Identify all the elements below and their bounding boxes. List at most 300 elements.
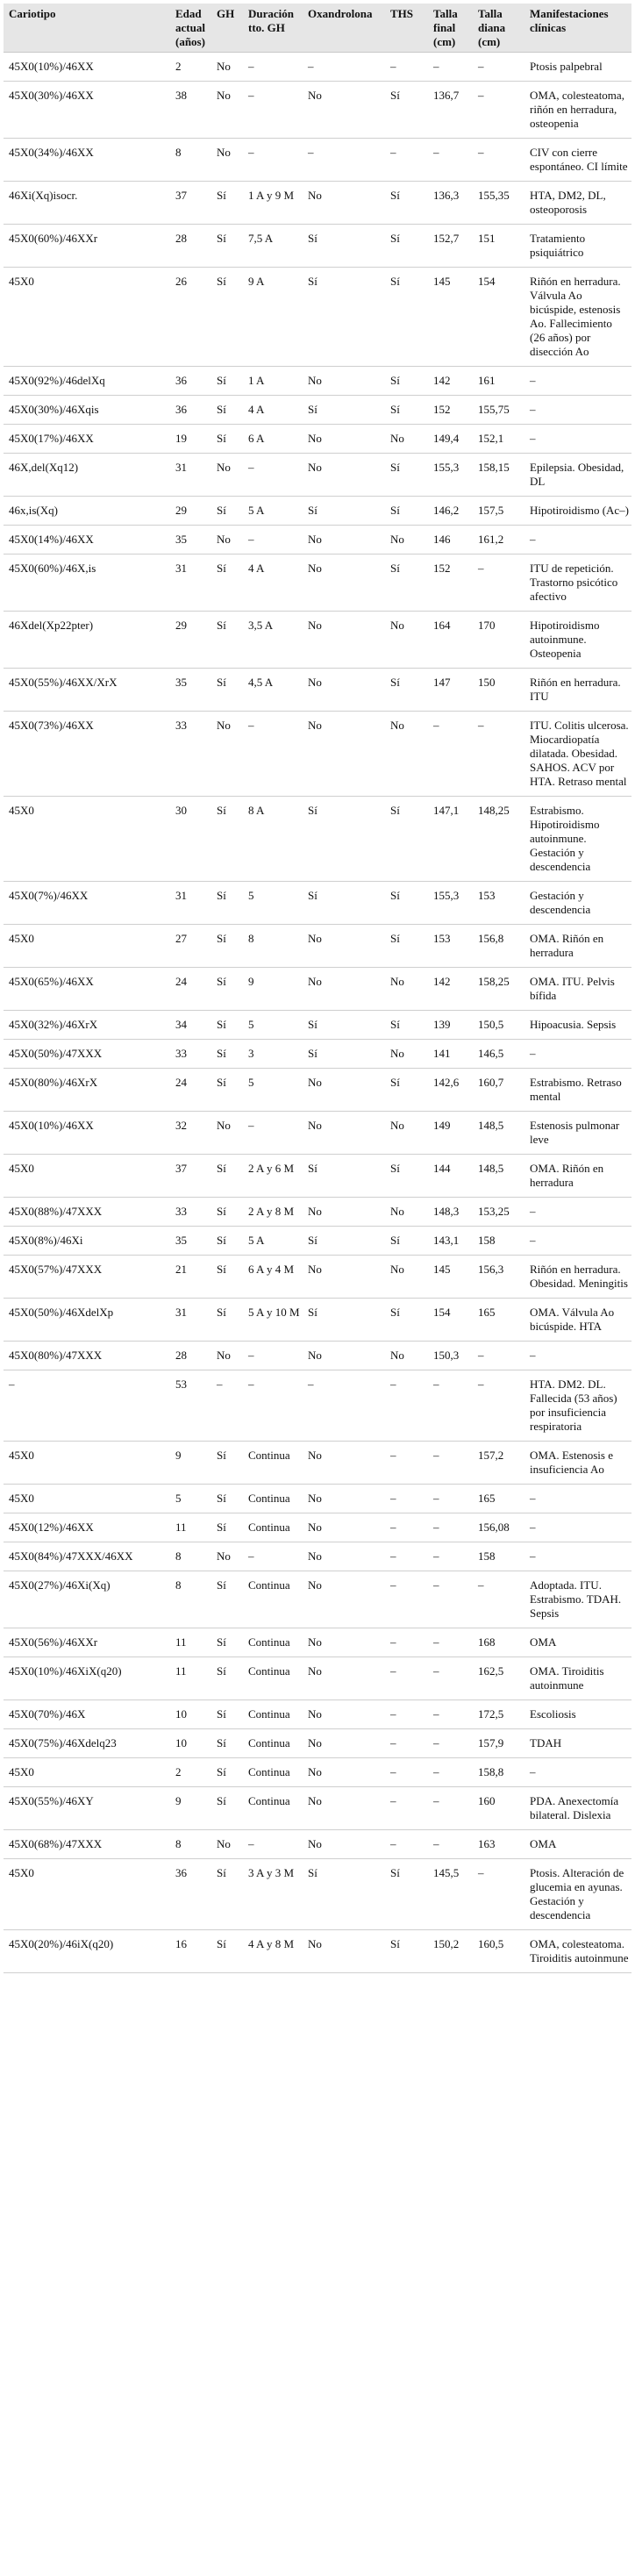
cell-oxandrolona: No: [305, 1628, 388, 1657]
cell-oxandrolona: Sí: [305, 1227, 388, 1256]
cell-talla-diana: 156,08: [475, 1513, 527, 1542]
cell-oxandrolona: Sí: [305, 1155, 388, 1198]
cell-manifestaciones-clinicas: Estrabismo. Retraso mental: [527, 1069, 631, 1112]
cell-cariotipo: 45X0: [4, 268, 173, 367]
cell-cariotipo: 45X0: [4, 925, 173, 968]
table-row: [4, 53, 631, 82]
cell-cariotipo: 45X0(75%)/46Xdelq23: [4, 1729, 173, 1758]
cell-cariotipo: 46Xdel(Xp22pter): [4, 612, 173, 669]
table-body: [4, 53, 631, 1973]
cell-oxandrolona: Sí: [305, 1859, 388, 1930]
cell-edad-actual: 34: [173, 1011, 214, 1040]
cell-gh: No: [214, 53, 246, 82]
cell-gh: Sí: [214, 1040, 246, 1069]
cell-edad-actual: 33: [173, 1040, 214, 1069]
cell-oxandrolona: No: [305, 82, 388, 139]
header-edad-actual: Edad actual (años): [173, 4, 214, 53]
cell-cariotipo: 45X0(80%)/46XrX: [4, 1069, 173, 1112]
cell-edad-actual: 53: [173, 1370, 214, 1442]
cell-duracion-tto-gh: Continua: [246, 1513, 305, 1542]
cell-oxandrolona: No: [305, 1930, 388, 1973]
cell-oxandrolona: Sí: [305, 1011, 388, 1040]
cell-talla-diana: 156,8: [475, 925, 527, 968]
cell-edad-actual: 28: [173, 1342, 214, 1370]
table-row: [4, 925, 631, 968]
cell-talla-diana: –: [475, 139, 527, 182]
cell-cariotipo: 46Xi(Xq)isocr.: [4, 182, 173, 225]
cell-ths: –: [388, 1571, 431, 1628]
cell-cariotipo: 45X0: [4, 1485, 173, 1513]
cell-duracion-tto-gh: Continua: [246, 1485, 305, 1513]
cell-gh: Sí: [214, 797, 246, 882]
cell-duracion-tto-gh: –: [246, 1370, 305, 1442]
cell-talla-final: 143,1: [431, 1227, 475, 1256]
table-row: [4, 669, 631, 712]
cell-cariotipo: 45X0(65%)/46XX: [4, 968, 173, 1011]
cell-manifestaciones-clinicas: OMA. Riñón en herradura: [527, 1155, 631, 1198]
cell-oxandrolona: No: [305, 1442, 388, 1485]
cell-duracion-tto-gh: Continua: [246, 1628, 305, 1657]
cell-gh: Sí: [214, 1513, 246, 1542]
cell-talla-diana: 161,2: [475, 526, 527, 555]
cell-edad-actual: 16: [173, 1930, 214, 1973]
cell-manifestaciones-clinicas: –: [527, 1198, 631, 1227]
cell-duracion-tto-gh: –: [246, 454, 305, 497]
cell-manifestaciones-clinicas: HTA. DM2. DL. Fallecida (53 años) por insuficiencia respiratoria: [527, 1370, 631, 1442]
table-row: [4, 182, 631, 225]
cell-duracion-tto-gh: 1 A: [246, 367, 305, 396]
table-row: [4, 712, 631, 797]
cell-edad-actual: 8: [173, 1542, 214, 1571]
cell-talla-diana: –: [475, 82, 527, 139]
cell-gh: Sí: [214, 1198, 246, 1227]
table-row: [4, 1787, 631, 1830]
cell-gh: Sí: [214, 669, 246, 712]
cell-ths: Sí: [388, 367, 431, 396]
header-row: [4, 4, 631, 53]
cell-manifestaciones-clinicas: OMA. Válvula Ao bicúspide. HTA: [527, 1299, 631, 1342]
cell-edad-actual: 9: [173, 1442, 214, 1485]
cell-manifestaciones-clinicas: Gestación y descendencia: [527, 882, 631, 925]
cell-talla-final: –: [431, 1571, 475, 1628]
cell-gh: Sí: [214, 1155, 246, 1198]
table-row: [4, 396, 631, 425]
cell-gh: Sí: [214, 1069, 246, 1112]
cell-edad-actual: 2: [173, 1758, 214, 1787]
cell-oxandrolona: Sí: [305, 497, 388, 526]
cell-ths: No: [388, 526, 431, 555]
cell-talla-final: 142: [431, 367, 475, 396]
cell-ths: Sí: [388, 669, 431, 712]
cell-gh: No: [214, 1830, 246, 1859]
cell-talla-final: 153: [431, 925, 475, 968]
cell-talla-diana: –: [475, 1342, 527, 1370]
cell-talla-diana: 172,5: [475, 1700, 527, 1729]
cell-manifestaciones-clinicas: OMA: [527, 1830, 631, 1859]
cell-talla-final: 155,3: [431, 454, 475, 497]
cell-edad-actual: 33: [173, 1198, 214, 1227]
cell-talla-final: 150,3: [431, 1342, 475, 1370]
cell-ths: –: [388, 1485, 431, 1513]
cell-gh: Sí: [214, 925, 246, 968]
cell-ths: No: [388, 1112, 431, 1155]
cell-edad-actual: 35: [173, 1227, 214, 1256]
table-row: [4, 797, 631, 882]
cell-talla-final: –: [431, 1442, 475, 1485]
cell-edad-actual: 38: [173, 82, 214, 139]
cell-manifestaciones-clinicas: OMA. Tiroiditis autoinmune: [527, 1657, 631, 1700]
cell-oxandrolona: No: [305, 1513, 388, 1542]
table-row: [4, 1198, 631, 1227]
table-row: [4, 1700, 631, 1729]
cell-manifestaciones-clinicas: OMA, colesteatoma. Tiroiditis autoinmune: [527, 1930, 631, 1973]
cell-duracion-tto-gh: Continua: [246, 1442, 305, 1485]
cell-gh: Sí: [214, 268, 246, 367]
cell-oxandrolona: Sí: [305, 1299, 388, 1342]
cell-manifestaciones-clinicas: Estrabismo. Hipotiroidismo autoinmune. Gestación y descendencia: [527, 797, 631, 882]
cell-manifestaciones-clinicas: –: [527, 396, 631, 425]
cell-gh: No: [214, 82, 246, 139]
header-oxandrolona: Oxandrolona: [305, 4, 388, 53]
cell-cariotipo: 45X0(55%)/46XX/XrX: [4, 669, 173, 712]
cell-ths: Sí: [388, 797, 431, 882]
cell-talla-final: 147: [431, 669, 475, 712]
cell-ths: Sí: [388, 925, 431, 968]
cell-duracion-tto-gh: 7,5 A: [246, 225, 305, 268]
cell-edad-actual: 29: [173, 612, 214, 669]
cell-talla-final: –: [431, 1628, 475, 1657]
cell-manifestaciones-clinicas: –: [527, 367, 631, 396]
cell-duracion-tto-gh: 8 A: [246, 797, 305, 882]
cell-duracion-tto-gh: 5: [246, 1069, 305, 1112]
cell-ths: Sí: [388, 1930, 431, 1973]
header-ths: THS: [388, 4, 431, 53]
cell-ths: –: [388, 139, 431, 182]
cell-talla-diana: 155,35: [475, 182, 527, 225]
cell-cariotipo: 45X0(60%)/46XXr: [4, 225, 173, 268]
cell-edad-actual: 36: [173, 367, 214, 396]
cell-cariotipo: 45X0(7%)/46XX: [4, 882, 173, 925]
cell-duracion-tto-gh: 1 A y 9 M: [246, 182, 305, 225]
cell-oxandrolona: Sí: [305, 797, 388, 882]
cell-cariotipo: 45X0(57%)/47XXX: [4, 1256, 173, 1299]
cell-ths: –: [388, 1442, 431, 1485]
cell-ths: –: [388, 1758, 431, 1787]
cell-oxandrolona: Sí: [305, 1040, 388, 1069]
cell-manifestaciones-clinicas: –: [527, 1758, 631, 1787]
cell-ths: –: [388, 1370, 431, 1442]
cell-duracion-tto-gh: 3: [246, 1040, 305, 1069]
cell-duracion-tto-gh: Continua: [246, 1700, 305, 1729]
cell-talla-diana: 151: [475, 225, 527, 268]
cell-talla-final: –: [431, 712, 475, 797]
cell-talla-final: 152: [431, 555, 475, 612]
cell-manifestaciones-clinicas: OMA. Riñón en herradura: [527, 925, 631, 968]
cell-talla-final: 146,2: [431, 497, 475, 526]
cell-cariotipo: 45X0: [4, 1442, 173, 1485]
cell-ths: Sí: [388, 268, 431, 367]
cell-gh: Sí: [214, 882, 246, 925]
cell-edad-actual: 27: [173, 925, 214, 968]
cell-talla-diana: 157,2: [475, 1442, 527, 1485]
cell-oxandrolona: No: [305, 182, 388, 225]
cell-cariotipo: 45X0(10%)/46XX: [4, 1112, 173, 1155]
cell-talla-diana: 158,15: [475, 454, 527, 497]
cell-cariotipo: 45X0: [4, 1155, 173, 1198]
cell-duracion-tto-gh: Continua: [246, 1787, 305, 1830]
cell-duracion-tto-gh: –: [246, 1112, 305, 1155]
table-row: [4, 882, 631, 925]
header-cariotipo: Cariotipo: [4, 4, 173, 53]
cell-gh: Sí: [214, 1700, 246, 1729]
cell-cariotipo: 45X0(27%)/46Xi(Xq): [4, 1571, 173, 1628]
cell-edad-actual: 37: [173, 182, 214, 225]
cell-duracion-tto-gh: Continua: [246, 1657, 305, 1700]
cell-ths: No: [388, 612, 431, 669]
cell-oxandrolona: No: [305, 1485, 388, 1513]
cell-ths: Sí: [388, 1069, 431, 1112]
cell-gh: No: [214, 1342, 246, 1370]
cell-oxandrolona: No: [305, 1542, 388, 1571]
cell-edad-actual: 21: [173, 1256, 214, 1299]
cell-duracion-tto-gh: –: [246, 1542, 305, 1571]
cell-ths: –: [388, 1700, 431, 1729]
cell-duracion-tto-gh: 4 A: [246, 555, 305, 612]
cell-talla-final: 139: [431, 1011, 475, 1040]
table-row: [4, 1930, 631, 1973]
cell-duracion-tto-gh: 5 A: [246, 497, 305, 526]
cell-duracion-tto-gh: 5 A y 10 M: [246, 1299, 305, 1342]
cell-talla-final: 136,3: [431, 182, 475, 225]
cell-cariotipo: 45X0(12%)/46XX: [4, 1513, 173, 1542]
cell-manifestaciones-clinicas: TDAH: [527, 1729, 631, 1758]
cell-talla-diana: 160: [475, 1787, 527, 1830]
cell-cariotipo: 45X0(17%)/46XX: [4, 425, 173, 454]
cell-ths: Sí: [388, 1299, 431, 1342]
cell-manifestaciones-clinicas: Riñón en herradura. Obesidad. Meningitis: [527, 1256, 631, 1299]
cell-oxandrolona: No: [305, 968, 388, 1011]
cell-talla-diana: 146,5: [475, 1040, 527, 1069]
cell-talla-final: 145,5: [431, 1859, 475, 1930]
table-row: [4, 1155, 631, 1198]
cell-edad-actual: 9: [173, 1787, 214, 1830]
cell-talla-final: 136,7: [431, 82, 475, 139]
cell-ths: –: [388, 1830, 431, 1859]
cell-ths: Sí: [388, 882, 431, 925]
cell-cariotipo: 45X0(20%)/46iX(q20): [4, 1930, 173, 1973]
cell-ths: No: [388, 1198, 431, 1227]
cell-oxandrolona: No: [305, 1657, 388, 1700]
cell-cariotipo: 45X0(8%)/46Xi: [4, 1227, 173, 1256]
cell-talla-final: –: [431, 1657, 475, 1700]
cell-manifestaciones-clinicas: OMA: [527, 1628, 631, 1657]
cell-gh: Sí: [214, 1758, 246, 1787]
cell-ths: Sí: [388, 182, 431, 225]
table-row: [4, 526, 631, 555]
cell-edad-actual: 29: [173, 497, 214, 526]
cell-duracion-tto-gh: 3,5 A: [246, 612, 305, 669]
cell-gh: Sí: [214, 396, 246, 425]
cell-cariotipo: 45X0(60%)/46X,is: [4, 555, 173, 612]
cell-cariotipo: 45X0(10%)/46XX: [4, 53, 173, 82]
cell-cariotipo: 46x,is(Xq): [4, 497, 173, 526]
cell-ths: No: [388, 1040, 431, 1069]
cell-ths: –: [388, 1787, 431, 1830]
header-gh: GH: [214, 4, 246, 53]
cell-edad-actual: 8: [173, 1830, 214, 1859]
cell-cariotipo: 45X0(88%)/47XXX: [4, 1198, 173, 1227]
cell-talla-diana: 170: [475, 612, 527, 669]
cell-manifestaciones-clinicas: PDA. Anexectomía bilateral. Dislexia: [527, 1787, 631, 1830]
cell-manifestaciones-clinicas: Hipotiroidismo (Ac–): [527, 497, 631, 526]
cell-talla-diana: 160,5: [475, 1930, 527, 1973]
cell-manifestaciones-clinicas: OMA. ITU. Pelvis bífida: [527, 968, 631, 1011]
cell-manifestaciones-clinicas: –: [527, 1542, 631, 1571]
cell-ths: Sí: [388, 1155, 431, 1198]
cell-oxandrolona: No: [305, 669, 388, 712]
cell-talla-final: 147,1: [431, 797, 475, 882]
table-row: [4, 367, 631, 396]
cell-talla-diana: 161: [475, 367, 527, 396]
cell-duracion-tto-gh: 9: [246, 968, 305, 1011]
cell-oxandrolona: No: [305, 612, 388, 669]
cell-oxandrolona: Sí: [305, 268, 388, 367]
table-row: [4, 1513, 631, 1542]
cell-gh: No: [214, 454, 246, 497]
cell-cariotipo: 45X0(32%)/46XrX: [4, 1011, 173, 1040]
cell-oxandrolona: No: [305, 1758, 388, 1787]
cell-duracion-tto-gh: Continua: [246, 1758, 305, 1787]
cell-talla-final: –: [431, 1370, 475, 1442]
cell-oxandrolona: –: [305, 53, 388, 82]
cell-edad-actual: 31: [173, 555, 214, 612]
cell-ths: No: [388, 712, 431, 797]
cell-oxandrolona: Sí: [305, 396, 388, 425]
cell-gh: Sí: [214, 555, 246, 612]
cell-oxandrolona: No: [305, 1700, 388, 1729]
cell-duracion-tto-gh: 8: [246, 925, 305, 968]
cell-gh: Sí: [214, 1485, 246, 1513]
cell-gh: Sí: [214, 1256, 246, 1299]
header-duracion-tto-gh: Duración tto. GH: [246, 4, 305, 53]
cell-duracion-tto-gh: 6 A: [246, 425, 305, 454]
cell-gh: Sí: [214, 497, 246, 526]
cell-gh: No: [214, 1112, 246, 1155]
cell-edad-actual: 30: [173, 797, 214, 882]
cell-oxandrolona: No: [305, 712, 388, 797]
cell-manifestaciones-clinicas: CIV con cierre espontáneo. CI límite: [527, 139, 631, 182]
cell-talla-diana: 162,5: [475, 1657, 527, 1700]
cell-manifestaciones-clinicas: Hipotiroidismo autoinmune. Osteopenia: [527, 612, 631, 669]
cell-manifestaciones-clinicas: –: [527, 1513, 631, 1542]
cell-talla-final: –: [431, 1542, 475, 1571]
table-row: [4, 1011, 631, 1040]
cell-talla-final: 145: [431, 1256, 475, 1299]
cell-talla-final: –: [431, 1758, 475, 1787]
cell-manifestaciones-clinicas: Epilepsia. Obesidad, DL: [527, 454, 631, 497]
cell-oxandrolona: No: [305, 425, 388, 454]
cell-manifestaciones-clinicas: –: [527, 1227, 631, 1256]
cell-gh: No: [214, 526, 246, 555]
cell-cariotipo: 45X0(30%)/46Xqis: [4, 396, 173, 425]
table-row: [4, 1628, 631, 1657]
cell-talla-final: 149,4: [431, 425, 475, 454]
table-row: [4, 1227, 631, 1256]
cell-talla-final: 149: [431, 1112, 475, 1155]
cell-manifestaciones-clinicas: Estenosis pulmonar leve: [527, 1112, 631, 1155]
cell-manifestaciones-clinicas: –: [527, 1040, 631, 1069]
cell-cariotipo: 45X0(80%)/47XXX: [4, 1342, 173, 1370]
cell-talla-diana: 148,5: [475, 1112, 527, 1155]
cell-duracion-tto-gh: 4 A y 8 M: [246, 1930, 305, 1973]
cell-cariotipo: –: [4, 1370, 173, 1442]
cell-talla-final: 164: [431, 612, 475, 669]
cell-duracion-tto-gh: 3 A y 3 M: [246, 1859, 305, 1930]
cell-edad-actual: 37: [173, 1155, 214, 1198]
cell-oxandrolona: Sí: [305, 882, 388, 925]
cell-cariotipo: 45X0(73%)/46XX: [4, 712, 173, 797]
cell-manifestaciones-clinicas: OMA, colesteatoma, riñón en herradura, osteopenia: [527, 82, 631, 139]
cell-oxandrolona: No: [305, 1729, 388, 1758]
table-row: [4, 1442, 631, 1485]
cell-cariotipo: 45X0(30%)/46XX: [4, 82, 173, 139]
cell-oxandrolona: No: [305, 555, 388, 612]
cell-talla-final: –: [431, 1729, 475, 1758]
cell-cariotipo: 45X0(50%)/46XdelXp: [4, 1299, 173, 1342]
cell-talla-final: –: [431, 1787, 475, 1830]
cell-talla-final: 154: [431, 1299, 475, 1342]
table-row: [4, 612, 631, 669]
cell-ths: No: [388, 1256, 431, 1299]
cell-talla-diana: –: [475, 712, 527, 797]
cell-talla-final: 142,6: [431, 1069, 475, 1112]
cell-gh: Sí: [214, 1787, 246, 1830]
cell-gh: Sí: [214, 425, 246, 454]
cell-talla-final: –: [431, 1485, 475, 1513]
table-row: [4, 82, 631, 139]
cell-manifestaciones-clinicas: Escoliosis: [527, 1700, 631, 1729]
cell-cariotipo: 45X0(68%)/47XXX: [4, 1830, 173, 1859]
cell-edad-actual: 36: [173, 1859, 214, 1930]
cell-cariotipo: 45X0(70%)/46X: [4, 1700, 173, 1729]
cell-manifestaciones-clinicas: –: [527, 425, 631, 454]
cell-talla-final: 155,3: [431, 882, 475, 925]
table-row: [4, 225, 631, 268]
table-header: [4, 4, 631, 53]
cell-cariotipo: 45X0(84%)/47XXX/46XX: [4, 1542, 173, 1571]
cell-manifestaciones-clinicas: Ptosis palpebral: [527, 53, 631, 82]
cell-manifestaciones-clinicas: ITU de repetición. Trastorno psicótico afectivo: [527, 555, 631, 612]
cell-talla-final: –: [431, 1700, 475, 1729]
cell-talla-diana: 158: [475, 1542, 527, 1571]
cell-cariotipo: 45X0(14%)/46XX: [4, 526, 173, 555]
table-row: [4, 497, 631, 526]
cell-manifestaciones-clinicas: OMA. Estenosis e insuficiencia Ao: [527, 1442, 631, 1485]
header-talla-final: Talla final (cm): [431, 4, 475, 53]
cell-oxandrolona: No: [305, 1069, 388, 1112]
cell-gh: No: [214, 139, 246, 182]
cell-talla-diana: 153,25: [475, 1198, 527, 1227]
cell-gh: Sí: [214, 367, 246, 396]
cell-cariotipo: 45X0: [4, 797, 173, 882]
cell-ths: –: [388, 1729, 431, 1758]
table-row: [4, 1571, 631, 1628]
cell-ths: No: [388, 425, 431, 454]
table-row: [4, 1729, 631, 1758]
cell-cariotipo: 45X0: [4, 1859, 173, 1930]
table-row: [4, 1485, 631, 1513]
cell-gh: Sí: [214, 968, 246, 1011]
